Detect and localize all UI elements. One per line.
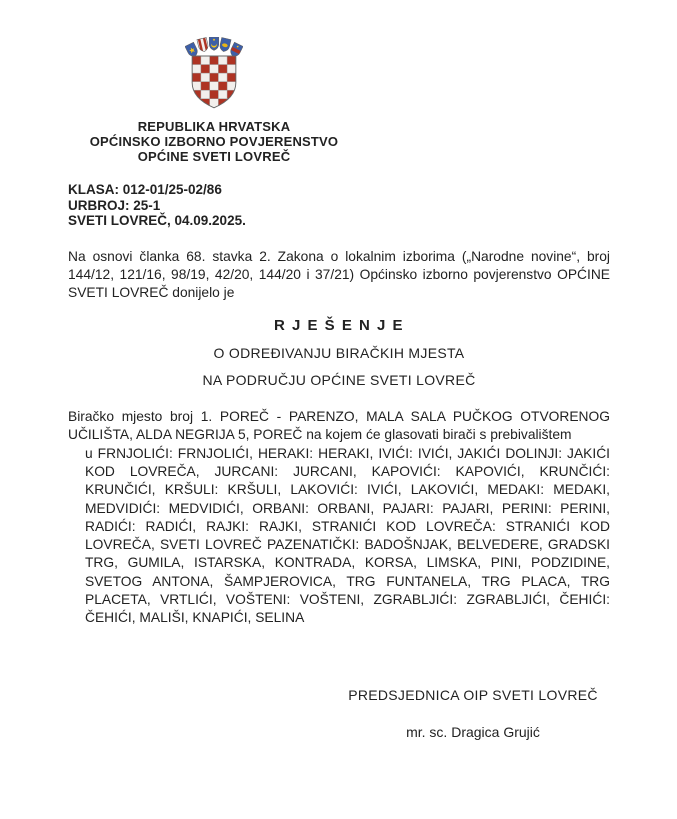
signature-name: mr. sc. Dragica Grujić: [406, 723, 540, 740]
polling-station-settlements: u FRNJOLIĆI: FRNJOLIĆI, HERAKI: HERAKI, IVIĆI: IVIĆI, JAKIĆI DOLINJI: JAKIĆI KOD LOVREČA, JURCANI: JURCANI, KAPOVIĆI: KAPOVIĆI, KRUNČIĆI: KRUNČIĆI, KRŠULI: KRŠULI, LAKOVIĆI: IVIĆI, LAKOVIĆI, MEDAKI: MEDAKI, MEDVIDIĆI: MEDVIDIĆI, ORBANI: ORBANI, PAJARI: PAJARI, PERINI: PERINI, RADIĆI: RADIĆI, RAJKI: RAJKI, STRANIĆI KOD LOVREČA: STRANIĆI KOD LOVREČA, SVETI LOVREČ PAZENATIČKI: BADOŠNJAK, BELVEDERE, GRADSKI TRG, GUMILA, ISTARSKA, KONTRADA, KORSA, LIMSKA, PINI, PODZIDINE, SVETOG ANTONA, ŠAMPJEROVICA, TRG FUNTANELA, TRG PLACA, TRG PLACETA, VRTLIĆI, VOŠTENI: VOŠTENI, ZGRABLJIĆI: ZGRABLJIĆI, ČEHIĆI: ČEHIĆI, MALIŠI, KNAPIĆI, SELINA: [85, 445, 610, 626]
org-country-line: REPUBLIKA HRVATSKA: [137, 119, 291, 134]
signature-role: PREDSJEDNICA OIP SVETI LOVREČ: [348, 686, 598, 703]
klasa-line: KLASA: 012-01/25-02/86: [68, 182, 222, 197]
decision-subtitle-1: O ODREĐIVANJU BIRAČKIH MJESTA: [213, 345, 465, 362]
coa-shield: [192, 56, 236, 109]
document-meta: [68, 182, 610, 229]
decision-title: R J E Š E N J E: [273, 317, 405, 335]
urbroj-line: URBROJ: 25-1: [68, 197, 161, 213]
coa-crown: [185, 37, 243, 58]
org-commission-line: OPĆINSKO IZBORNO POVJERENSTVO: [89, 134, 339, 149]
legal-basis-paragraph: Na osnovi članka 68. stavka 2. Zakona o lokalnim izborima („Narodne novine“, broj 144/12, 121/16, 98/19, 42/20, 144/20 i 37/21) Općinsko izborno povjerenstvo OPĆINE SVETI LOVREČ donijelo je: [68, 248, 610, 300]
croatian-coat-of-arms-icon: [185, 37, 243, 113]
decision-subtitle-2: NA PODRUČJU OPĆINE SVETI LOVREČ: [202, 372, 476, 389]
signature-block: [323, 686, 623, 741]
document-header: [64, 37, 364, 164]
place-date-line: SVETI LOVREČ, 04.09.2025.: [68, 213, 246, 228]
polling-station-intro: Biračko mjesto broj 1. POREČ - PARENZO, MALA SALA PUČKOG OTVORENOG UČILIŠTA, ALDA NEGRIJA 5, POREČ na kojem će glasovati birači s prebivalištem: [68, 409, 610, 443]
org-municipality-line: OPĆINE SVETI LOVREČ: [137, 149, 291, 164]
